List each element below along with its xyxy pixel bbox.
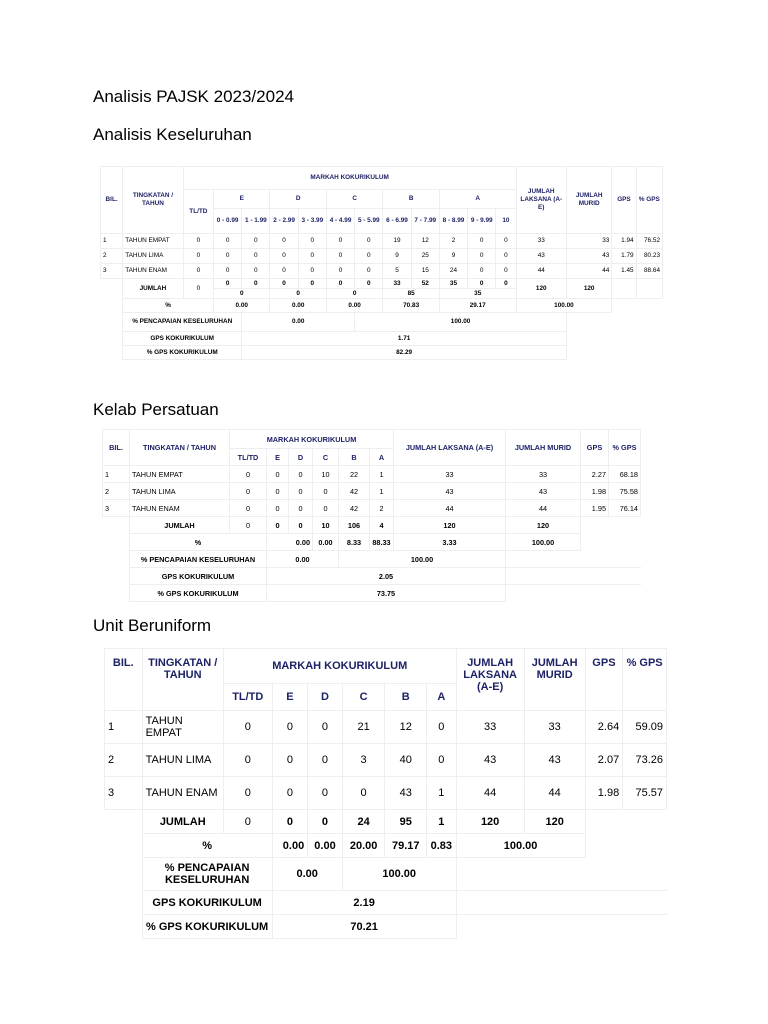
cell-bil: 3 bbox=[103, 500, 130, 517]
header-grade-d: D bbox=[270, 190, 326, 209]
header-jumlah-murid: JUMLAH MURID bbox=[524, 649, 585, 711]
percent-value: 0.00 bbox=[270, 299, 326, 313]
cell-laksana: 43 bbox=[394, 483, 506, 500]
jumlah-value: 0 bbox=[213, 279, 241, 289]
cell-gps: 2.64 bbox=[585, 711, 623, 744]
jumlah-value: 35 bbox=[439, 279, 467, 289]
header-range: 7 - 7.99 bbox=[411, 209, 439, 234]
cell-pct-gps: 68.18 bbox=[609, 466, 641, 483]
gps-kok-row bbox=[105, 891, 667, 915]
header-grade-e: E bbox=[272, 684, 308, 711]
cell-pct-gps: 73.26 bbox=[623, 744, 667, 777]
cell-value: 0 bbox=[230, 466, 267, 483]
cell-tingkatan: TAHUN LIMA bbox=[123, 249, 184, 264]
table-kelab-persatuan bbox=[102, 429, 664, 602]
header-tingkatan: TINGKATAN / TAHUN bbox=[130, 430, 230, 466]
cell-gps: 1.45 bbox=[612, 264, 636, 279]
pct-gps-kok-row bbox=[103, 585, 665, 602]
cell-value: 24 bbox=[439, 264, 467, 279]
jumlah-murid: 120 bbox=[506, 517, 581, 534]
table-row bbox=[105, 744, 667, 777]
jumlah-murid: 120 bbox=[524, 810, 585, 834]
pct-gps-kok-row bbox=[101, 346, 663, 360]
jumlah-row bbox=[105, 810, 667, 834]
cell-value: 0 bbox=[308, 711, 343, 744]
header-range: 3 - 3.99 bbox=[298, 209, 326, 234]
header-pct-gps: % GPS bbox=[623, 649, 667, 711]
cell-value: 21 bbox=[342, 711, 385, 744]
cell-bil: 3 bbox=[101, 264, 123, 279]
jumlah-row bbox=[103, 517, 665, 534]
cell-value: 0 bbox=[272, 744, 308, 777]
header-grade-c: C bbox=[342, 684, 385, 711]
jumlah-murid: 120 bbox=[566, 279, 611, 299]
cell-tingkatan: TAHUN EMPAT bbox=[130, 466, 230, 483]
cell-tltd: 0 bbox=[183, 234, 213, 249]
cell-value: 2 bbox=[439, 234, 467, 249]
jumlah-label: JUMLAH bbox=[123, 279, 184, 299]
gps-kok-row bbox=[103, 568, 665, 585]
cell-value: 22 bbox=[339, 466, 370, 483]
jumlah-label: JUMLAH bbox=[142, 810, 223, 834]
pencapaian-label: % PENCAPAIAN KESELURUHAN bbox=[130, 551, 267, 568]
cell-value: 2 bbox=[370, 500, 394, 517]
percent-row bbox=[105, 834, 667, 858]
percent-label: % bbox=[130, 534, 267, 551]
cell-pct-gps: 88.64 bbox=[636, 264, 662, 279]
jumlah-value: 0 bbox=[242, 279, 270, 289]
cell-value: 0 bbox=[289, 483, 313, 500]
cell-value: 5 bbox=[383, 264, 411, 279]
cell-gps: 2.07 bbox=[585, 744, 623, 777]
header-tltd: TL/TD bbox=[183, 190, 213, 234]
section-heading-kelab: Kelab Persatuan bbox=[93, 400, 219, 419]
jumlah-laksana: 120 bbox=[394, 517, 506, 534]
section-heading-keseluruhan: Analisis Keseluruhan bbox=[93, 125, 252, 144]
cell-bil: 1 bbox=[103, 466, 130, 483]
percent-value: 0.83 bbox=[427, 834, 456, 858]
percent-laksana: 100.00 bbox=[506, 534, 581, 551]
cell-bil: 2 bbox=[103, 483, 130, 500]
cell-pct-gps: 75.57 bbox=[623, 777, 667, 810]
table-row bbox=[101, 234, 663, 249]
cell-value: 0 bbox=[308, 744, 343, 777]
percent-value: 70.83 bbox=[383, 299, 439, 313]
cell-laksana: 44 bbox=[516, 264, 566, 279]
table-row bbox=[105, 711, 667, 744]
gps-kok-row bbox=[101, 332, 663, 346]
cell-value: 43 bbox=[385, 777, 427, 810]
header-tltd: TL/TD bbox=[223, 684, 272, 711]
jumlah-value: 1 bbox=[427, 810, 456, 834]
header-grade-e: E bbox=[267, 449, 289, 466]
jumlah-value: 0 bbox=[326, 279, 354, 289]
pct-gps-kok-label: % GPS KOKURIKULUM bbox=[130, 585, 267, 602]
header-range: 9 - 9.99 bbox=[468, 209, 496, 234]
cell-value: 0 bbox=[272, 777, 308, 810]
cell-value: 0 bbox=[223, 711, 272, 744]
header-gps: GPS bbox=[581, 430, 609, 466]
jumlah-value: 33 bbox=[383, 279, 411, 289]
gps-kok-label: GPS KOKURIKULUM bbox=[142, 891, 272, 915]
jumlah-tltd: 0 bbox=[183, 279, 213, 299]
cell-gps: 1.94 bbox=[612, 234, 636, 249]
cell-laksana: 43 bbox=[516, 249, 566, 264]
cell-value: 9 bbox=[383, 249, 411, 264]
cell-tingkatan: TAHUN EMPAT bbox=[142, 711, 223, 744]
cell-murid: 43 bbox=[524, 744, 585, 777]
header-grade-a: A bbox=[439, 190, 516, 209]
header-range: 1 - 1.99 bbox=[242, 209, 270, 234]
cell-value: 42 bbox=[339, 483, 370, 500]
cell-tingkatan: TAHUN LIMA bbox=[130, 483, 230, 500]
cell-tingkatan: TAHUN ENAM bbox=[130, 500, 230, 517]
cell-value: 0 bbox=[213, 249, 241, 264]
cell-laksana: 44 bbox=[394, 500, 506, 517]
cell-value: 0 bbox=[242, 264, 270, 279]
table-analisis-keseluruhan bbox=[100, 166, 663, 360]
jumlah-value: 4 bbox=[370, 517, 394, 534]
pencapaian-label: % PENCAPAIAN KESELURUHAN bbox=[142, 858, 272, 891]
jumlah-laksana: 120 bbox=[516, 279, 566, 299]
cell-value: 0 bbox=[326, 249, 354, 264]
jumlah-grade-total: 0 bbox=[270, 289, 326, 299]
cell-tingkatan: TAHUN LIMA bbox=[142, 744, 223, 777]
cell-value: 0 bbox=[270, 264, 298, 279]
gps-kok-value: 2.05 bbox=[267, 568, 506, 585]
pencapaian-row bbox=[101, 313, 663, 332]
header-grade-a: A bbox=[427, 684, 456, 711]
header-grade-c: C bbox=[313, 449, 339, 466]
gps-kok-value: 2.19 bbox=[272, 891, 456, 915]
cell-value: 0 bbox=[308, 777, 343, 810]
gps-kok-label: GPS KOKURIKULUM bbox=[130, 568, 267, 585]
cell-laksana: 43 bbox=[456, 744, 524, 777]
cell-value: 40 bbox=[385, 744, 427, 777]
cell-value: 0 bbox=[267, 466, 289, 483]
cell-value: 0 bbox=[468, 234, 496, 249]
cell-value: 0 bbox=[355, 249, 383, 264]
jumlah-value: 24 bbox=[342, 810, 385, 834]
cell-value: 19 bbox=[383, 234, 411, 249]
cell-value: 0 bbox=[298, 264, 326, 279]
cell-value: 0 bbox=[355, 264, 383, 279]
percent-row bbox=[101, 299, 663, 313]
header-grade-c: C bbox=[326, 190, 382, 209]
table-unit-beruniform bbox=[104, 648, 667, 939]
jumlah-value: 0 bbox=[298, 279, 326, 289]
cell-value: 25 bbox=[411, 249, 439, 264]
jumlah-label: JUMLAH bbox=[130, 517, 230, 534]
header-bil: BIL. bbox=[103, 430, 130, 466]
cell-value: 0 bbox=[270, 249, 298, 264]
table-row bbox=[103, 500, 665, 517]
jumlah-value: 0 bbox=[267, 517, 289, 534]
percent-value: 29.17 bbox=[439, 299, 516, 313]
percent-value: 0.00 bbox=[213, 299, 269, 313]
cell-gps: 1.98 bbox=[585, 777, 623, 810]
cell-value: 0 bbox=[496, 249, 516, 264]
pencapaian-value: 100.00 bbox=[339, 551, 506, 568]
pencapaian-value: 100.00 bbox=[342, 858, 456, 891]
cell-tingkatan: TAHUN EMPAT bbox=[123, 234, 184, 249]
header-range: 6 - 6.99 bbox=[383, 209, 411, 234]
jumlah-value: 0 bbox=[496, 279, 516, 289]
percent-value: 20.00 bbox=[342, 834, 385, 858]
cell-value: 0 bbox=[267, 500, 289, 517]
percent-value: 0.00 bbox=[308, 834, 343, 858]
table-row bbox=[103, 483, 665, 500]
header-tingkatan: TINGKATAN / TAHUN bbox=[142, 649, 223, 711]
pct-gps-kok-value: 70.21 bbox=[272, 915, 456, 939]
jumlah-grade-total: 35 bbox=[439, 289, 516, 299]
cell-value: 0 bbox=[272, 711, 308, 744]
cell-bil: 1 bbox=[101, 234, 123, 249]
cell-value: 0 bbox=[313, 483, 339, 500]
jumlah-value: 0 bbox=[289, 517, 313, 534]
cell-value: 0 bbox=[313, 500, 339, 517]
percent-value: 8.33 bbox=[339, 534, 370, 551]
cell-value: 0 bbox=[242, 249, 270, 264]
pencapaian-value: 100.00 bbox=[355, 313, 567, 332]
percent-laksana: 100.00 bbox=[456, 834, 585, 858]
header-gps: GPS bbox=[585, 649, 623, 711]
pct-gps-kok-value: 73.75 bbox=[267, 585, 506, 602]
jumlah-value: 0 bbox=[270, 279, 298, 289]
cell-murid: 33 bbox=[506, 466, 581, 483]
cell-value: 0 bbox=[298, 234, 326, 249]
header-bil: BIL. bbox=[105, 649, 143, 711]
jumlah-value: 0 bbox=[272, 810, 308, 834]
header-jumlah-laksana: JUMLAH LAKSANA (A-E) bbox=[516, 167, 566, 234]
header-pct-gps: % GPS bbox=[636, 167, 662, 234]
cell-murid: 44 bbox=[506, 500, 581, 517]
cell-value: 0 bbox=[496, 234, 516, 249]
cell-bil: 2 bbox=[101, 249, 123, 264]
cell-laksana: 33 bbox=[516, 234, 566, 249]
header-grade-b: B bbox=[385, 684, 427, 711]
cell-value: 1 bbox=[370, 466, 394, 483]
pencapaian-row bbox=[105, 858, 667, 891]
cell-value: 0 bbox=[213, 264, 241, 279]
cell-value: 15 bbox=[411, 264, 439, 279]
cell-value: 0 bbox=[326, 264, 354, 279]
cell-value: 10 bbox=[313, 466, 339, 483]
cell-value: 0 bbox=[223, 744, 272, 777]
cell-value: 0 bbox=[289, 500, 313, 517]
jumlah-value: 95 bbox=[385, 810, 427, 834]
cell-gps: 1.79 bbox=[612, 249, 636, 264]
header-bil: BIL. bbox=[101, 167, 123, 234]
header-range: 8 - 8.99 bbox=[439, 209, 467, 234]
jumlah-grade-total: 0 bbox=[213, 289, 269, 299]
pct-gps-kok-label: % GPS KOKURIKULUM bbox=[142, 915, 272, 939]
percent-value: 88.33 bbox=[370, 534, 394, 551]
cell-bil: 1 bbox=[105, 711, 143, 744]
header-jumlah-laksana: JUMLAH LAKSANA (A-E) bbox=[394, 430, 506, 466]
gps-kok-label: GPS KOKURIKULUM bbox=[123, 332, 242, 346]
cell-tltd: 0 bbox=[183, 264, 213, 279]
cell-laksana: 33 bbox=[456, 711, 524, 744]
percent-value: 3.33 bbox=[394, 534, 506, 551]
cell-value: 0 bbox=[427, 711, 456, 744]
pencapaian-value: 0.00 bbox=[267, 551, 339, 568]
percent-value: 0.00 bbox=[267, 534, 313, 551]
cell-pct-gps: 75.58 bbox=[609, 483, 641, 500]
cell-value: 0 bbox=[355, 234, 383, 249]
pencapaian-label: % PENCAPAIAN KESELURUHAN bbox=[123, 313, 242, 332]
cell-tltd: 0 bbox=[183, 249, 213, 264]
cell-tingkatan: TAHUN ENAM bbox=[142, 777, 223, 810]
page-title: Analisis PAJSK 2023/2024 bbox=[93, 87, 294, 106]
cell-bil: 3 bbox=[105, 777, 143, 810]
cell-pct-gps: 59.09 bbox=[623, 711, 667, 744]
header-tingkatan: TINGKATAN / TAHUN bbox=[123, 167, 184, 234]
jumlah-grade-total: 85 bbox=[383, 289, 439, 299]
cell-value: 0 bbox=[213, 234, 241, 249]
percent-value: 0.00 bbox=[313, 534, 339, 551]
cell-value: 0 bbox=[427, 744, 456, 777]
header-grade-b: B bbox=[383, 190, 439, 209]
jumlah-value: 10 bbox=[313, 517, 339, 534]
header-jumlah-laksana: JUMLAH LAKSANA (A-E) bbox=[456, 649, 524, 711]
jumlah-value: 0 bbox=[468, 279, 496, 289]
cell-value: 0 bbox=[267, 483, 289, 500]
cell-murid: 43 bbox=[566, 249, 611, 264]
pct-gps-kok-label: % GPS KOKURIKULUM bbox=[123, 346, 242, 360]
cell-value: 12 bbox=[385, 711, 427, 744]
cell-value: 0 bbox=[298, 249, 326, 264]
cell-value: 0 bbox=[230, 483, 267, 500]
jumlah-laksana: 120 bbox=[456, 810, 524, 834]
header-range: 10 bbox=[496, 209, 516, 234]
header-grade-d: D bbox=[308, 684, 343, 711]
cell-value: 42 bbox=[339, 500, 370, 517]
section-heading-unit: Unit Beruniform bbox=[93, 616, 212, 635]
cell-murid: 33 bbox=[566, 234, 611, 249]
cell-value: 0 bbox=[223, 777, 272, 810]
jumlah-value: 106 bbox=[339, 517, 370, 534]
table-row bbox=[105, 777, 667, 810]
header-markah: MARKAH KOKURIKULUM bbox=[223, 649, 456, 684]
header-grade-e: E bbox=[213, 190, 269, 209]
cell-murid: 44 bbox=[524, 777, 585, 810]
cell-murid: 44 bbox=[566, 264, 611, 279]
cell-pct-gps: 76.52 bbox=[636, 234, 662, 249]
header-jumlah-murid: JUMLAH MURID bbox=[566, 167, 611, 234]
percent-value: 79.17 bbox=[385, 834, 427, 858]
cell-pct-gps: 76.14 bbox=[609, 500, 641, 517]
table-row bbox=[101, 264, 663, 279]
header-range: 4 - 4.99 bbox=[326, 209, 354, 234]
header-range: 5 - 5.99 bbox=[355, 209, 383, 234]
header-range: 0 - 0.99 bbox=[213, 209, 241, 234]
cell-laksana: 33 bbox=[394, 466, 506, 483]
header-grade-d: D bbox=[289, 449, 313, 466]
header-jumlah-murid: JUMLAH MURID bbox=[506, 430, 581, 466]
cell-value: 12 bbox=[411, 234, 439, 249]
cell-value: 0 bbox=[496, 264, 516, 279]
jumlah-value: 0 bbox=[308, 810, 343, 834]
header-markah: MARKAH KOKURIKULUM bbox=[230, 430, 394, 449]
pct-gps-kok-value: 82.29 bbox=[242, 346, 567, 360]
percent-value: 0.00 bbox=[326, 299, 382, 313]
cell-value: 0 bbox=[342, 777, 385, 810]
jumlah-grade-total: 0 bbox=[326, 289, 382, 299]
cell-value: 0 bbox=[242, 234, 270, 249]
percent-label: % bbox=[142, 834, 272, 858]
jumlah-value: 0 bbox=[355, 279, 383, 289]
cell-value: 0 bbox=[468, 249, 496, 264]
cell-value: 0 bbox=[230, 500, 267, 517]
jumlah-value: 0 bbox=[230, 517, 267, 534]
cell-murid: 33 bbox=[524, 711, 585, 744]
header-markah: MARKAH KOKURIKULUM bbox=[183, 167, 516, 190]
cell-value: 1 bbox=[427, 777, 456, 810]
table-row bbox=[103, 466, 665, 483]
pencapaian-row bbox=[103, 551, 665, 568]
cell-bil: 2 bbox=[105, 744, 143, 777]
header-tltd: TL/TD bbox=[230, 449, 267, 466]
pct-gps-kok-row bbox=[105, 915, 667, 939]
header-pct-gps: % GPS bbox=[609, 430, 641, 466]
cell-value: 0 bbox=[289, 466, 313, 483]
cell-gps: 1.95 bbox=[581, 500, 609, 517]
cell-value: 0 bbox=[468, 264, 496, 279]
percent-label: % bbox=[123, 299, 214, 313]
header-gps: GPS bbox=[612, 167, 636, 234]
cell-gps: 1.98 bbox=[581, 483, 609, 500]
percent-row bbox=[103, 534, 665, 551]
gps-kok-value: 1.71 bbox=[242, 332, 567, 346]
cell-gps: 2.27 bbox=[581, 466, 609, 483]
cell-murid: 43 bbox=[506, 483, 581, 500]
percent-value: 0.00 bbox=[272, 834, 308, 858]
cell-value: 0 bbox=[326, 234, 354, 249]
jumlah-value: 0 bbox=[223, 810, 272, 834]
percent-laksana: 100.00 bbox=[516, 299, 612, 313]
jumlah-row bbox=[101, 279, 663, 289]
cell-value: 9 bbox=[439, 249, 467, 264]
header-grade-a: A bbox=[370, 449, 394, 466]
jumlah-value: 52 bbox=[411, 279, 439, 289]
cell-tingkatan: TAHUN ENAM bbox=[123, 264, 184, 279]
cell-value: 1 bbox=[370, 483, 394, 500]
cell-pct-gps: 80.23 bbox=[636, 249, 662, 264]
cell-value: 0 bbox=[270, 234, 298, 249]
pencapaian-value: 0.00 bbox=[272, 858, 342, 891]
pencapaian-value: 0.00 bbox=[242, 313, 355, 332]
header-range: 2 - 2.99 bbox=[270, 209, 298, 234]
header-grade-b: B bbox=[339, 449, 370, 466]
table-row bbox=[101, 249, 663, 264]
cell-value: 3 bbox=[342, 744, 385, 777]
cell-laksana: 44 bbox=[456, 777, 524, 810]
